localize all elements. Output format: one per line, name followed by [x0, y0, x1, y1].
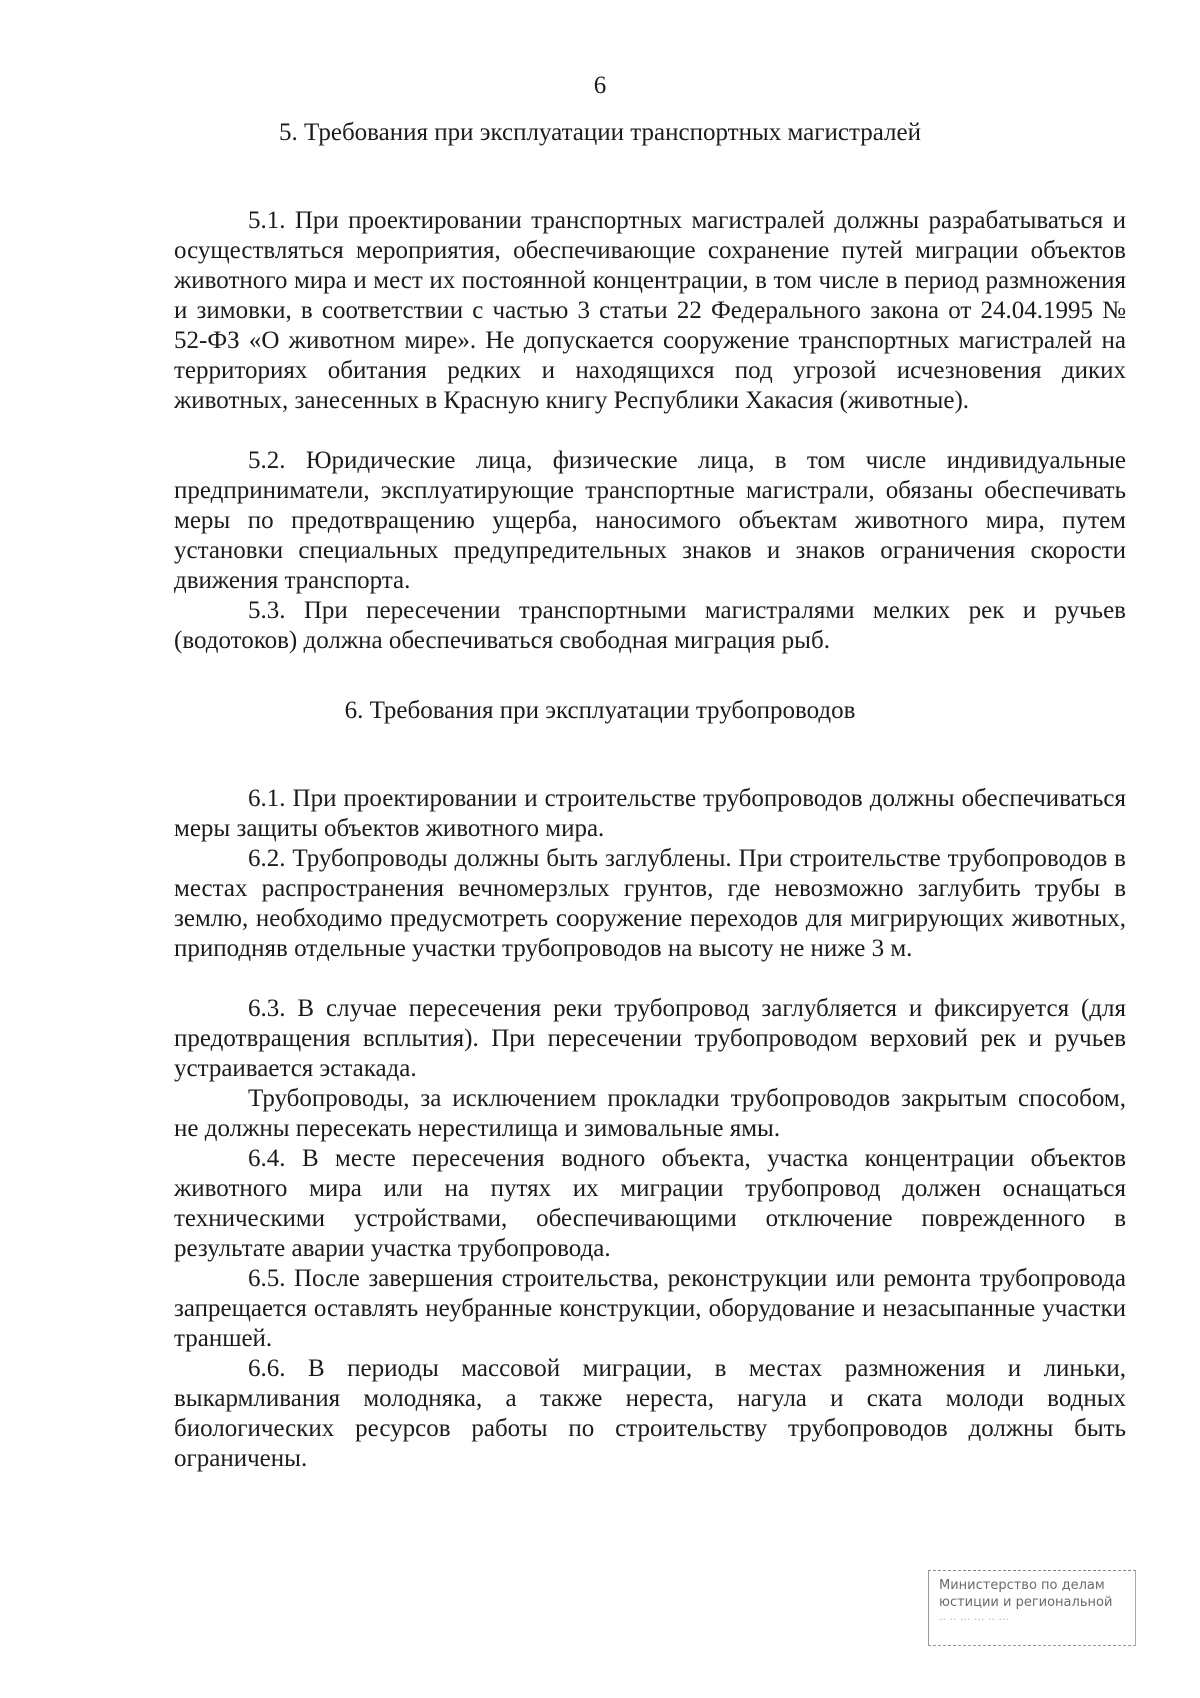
paragraph-6-5: 6.5. После завершения строительства, реконструкции или ремонта трубопровода запрещается оставлять неубранные конструкции, оборудование и незасыпанные участки траншей.	[174, 1265, 1126, 1352]
paragraph-5-2: 5.2. Юридические лица, физические лица, в том числе индивидуальные предприниматели, эксплуатирующие транспортные магистрали, обязаны обеспечивать меры по предотвращению ущерба, наносимого объектам животного мира, путем установки специальных предупредительных знаков и знаков ограничения скорости движения транспорта.	[174, 447, 1126, 594]
paragraph-6-3: 6.3. В случае пересечения реки трубопровод заглубляется и фиксируется (для предотвращения всплытия). При пересечении трубопроводом верховий рек и ручьев устраивается эстакада.	[174, 995, 1126, 1082]
section-5-heading: 5. Требования при эксплуатации транспортных магистралей	[279, 119, 921, 146]
section-6-heading: 6. Требования при эксплуатации трубопроводов	[344, 697, 856, 724]
paragraph-5-1: 5.1. При проектировании транспортных магистралей должны разрабатываться и осуществляться мероприятия, обеспечивающие сохранение путей миграции объектов животного мира и мест их постоянной концентрации, в том числе в период размножения и зимовки, в соответствии с частью 3 статьи 22 Федерального закона от 24.04.1995 № 52-ФЗ «О животном мире». Не допускается сооружение транспортных магистралей на территориях обитания редких и находящихся под угрозой исчезновения диких животных, занесенных в Красную книгу Республики Хакасия (животные).	[174, 207, 1126, 414]
paragraph-6-1: 6.1. При проектировании и строительстве трубопроводов должны обеспечиваться меры защиты объектов животного мира.	[174, 785, 1126, 842]
paragraph-6-4: 6.4. В месте пересечения водного объекта, участка концентрации объектов животного мира или на путях их миграции трубопровод должен оснащаться техническими устройствами, обеспечивающими отключение поврежденного в результате аварии участка трубопровода.	[174, 1145, 1126, 1262]
paragraph-6-6: 6.6. В периоды массовой миграции, в местах размножения и линьки, выкармливания молодняка, а также нереста, нагула и ската молоди водных биологических ресурсов работы по строительству трубопроводов должны быть ограничены.	[174, 1355, 1126, 1472]
page-number: 6	[593, 72, 607, 99]
paragraph-6-3-continued: Трубопроводы, за исключением прокладки трубопроводов закрытым способом, не должны пересекать нерестилища и зимовальные ямы.	[174, 1085, 1126, 1142]
stamp-line-1: Министерство по делам	[939, 1578, 1105, 1593]
registry-stamp	[928, 1570, 1136, 1646]
stamp-illegible-line: ·· ·· ··· ··· ·· ···	[939, 1613, 1009, 1626]
paragraph-6-2: 6.2. Трубопроводы должны быть заглублены. При строительстве трубопроводов в местах распространения вечномерзлых грунтов, где невозможно заглубить трубы в землю, необходимо предусмотреть сооружение переходов для мигрирующих животных, приподняв отдельные участки трубопроводов на высоту не ниже 3 м.	[174, 845, 1126, 962]
stamp-line-2: юстиции и региональной	[939, 1595, 1113, 1610]
paragraph-5-3: 5.3. При пересечении транспортными магистралями мелких рек и ручьев (водотоков) должна обеспечиваться свободная миграция рыб.	[174, 597, 1126, 654]
